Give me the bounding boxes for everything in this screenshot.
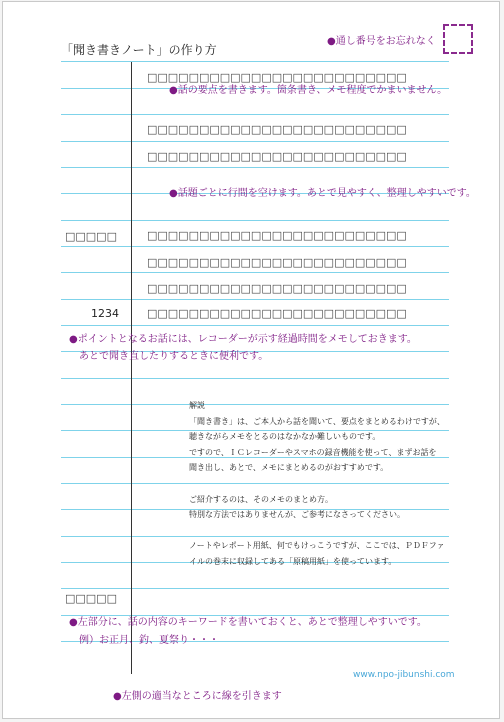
serial-number-note: ●通し番号をお忘れなく bbox=[327, 36, 436, 47]
note-line-spacing: ●話題ごとに行間を空けます。あとで見やすく、整理しやすいです。 bbox=[169, 188, 476, 199]
explanation-line: 「聞き書き」は、ご本人から話を聞いて、要点をまとめるわけですが、 bbox=[189, 416, 445, 426]
note-keyword-2: 例）お正月、釣、夏祭り・・・ bbox=[69, 635, 219, 646]
box-row: □□□□□□□□□□□□□□□□□□□□□□□□□ bbox=[147, 71, 407, 84]
rule-line bbox=[61, 167, 449, 168]
rule-line bbox=[61, 272, 449, 273]
page-title: 「聞き書きノート」の作り方 bbox=[61, 43, 217, 57]
keyword-boxes: □□□□□ bbox=[65, 230, 117, 243]
keyword-boxes: □□□□□ bbox=[65, 592, 117, 605]
explanation-line: ノートやレポート用紙、何でもけっこうですが、ここでは、ＰＤＦファ bbox=[189, 541, 445, 551]
box-row: □□□□□□□□□□□□□□□□□□□□□□□□□ bbox=[147, 282, 407, 295]
box-row: □□□□□□□□□□□□□□□□□□□□□□□□□ bbox=[147, 256, 407, 269]
explanation-line: ご紹介するのは、そのメモのまとめ方。 bbox=[189, 494, 333, 504]
rule-line bbox=[61, 61, 449, 62]
notebook-page bbox=[2, 1, 500, 719]
margin-line bbox=[131, 62, 132, 674]
rule-line bbox=[61, 114, 449, 115]
rule-line bbox=[61, 378, 449, 379]
serial-number-box bbox=[443, 24, 473, 54]
box-row: □□□□□□□□□□□□□□□□□□□□□□□□□ bbox=[147, 123, 407, 136]
explanation-line: イルの巻末に収録してある「原稿用紙」を使っています。 bbox=[189, 556, 397, 566]
explanation-line: 聞き出し、あとで、メモにまとめるのがおすすめです。 bbox=[189, 463, 389, 473]
note-timestamp-2: あとで聞き直したりするときに便利です。 bbox=[69, 351, 269, 362]
box-row: □□□□□□□□□□□□□□□□□□□□□□□□□ bbox=[147, 229, 407, 242]
rule-line bbox=[61, 588, 449, 589]
rule-line bbox=[61, 246, 449, 247]
rule-line bbox=[61, 141, 449, 142]
explanation-line: 解説 bbox=[189, 401, 205, 410]
box-row: □□□□□□□□□□□□□□□□□□□□□□□□□ bbox=[147, 307, 407, 320]
note-timestamp-1: ●ポイントとなるお話には、レコーダーが示す経過時間をメモしておきます。 bbox=[69, 334, 417, 345]
note-margin-line: ●左側の適当なところに線を引きます bbox=[113, 691, 282, 702]
box-row: □□□□□□□□□□□□□□□□□□□□□□□□□ bbox=[147, 150, 407, 163]
explanation-line bbox=[189, 523, 445, 539]
explanation-block bbox=[189, 398, 445, 570]
explanation-line: 聴きながらメモをとるのはなかなか難しいものです。 bbox=[189, 432, 381, 442]
note-keyword-1: ●左部分に、話の内容のキーワードを書いておくと、あとで整理しやすいです。 bbox=[69, 617, 427, 628]
rule-line bbox=[61, 220, 449, 221]
note-point-summary: ●話の要点を書きます。箇条書き、メモ程度でかまいません。 bbox=[169, 85, 448, 96]
website-url: www.npo-jibunshi.com bbox=[353, 670, 455, 680]
rule-line bbox=[61, 299, 449, 300]
explanation-line: ですので、ＩＣレコーダーやスマホの録音機能を使って、まずお話を bbox=[189, 447, 437, 457]
explanation-line: 特別な方法ではありませんが、ご参考になさってください。 bbox=[189, 510, 405, 520]
elapsed-time-number: 1234 bbox=[91, 307, 119, 320]
explanation-line bbox=[189, 476, 445, 492]
rule-line bbox=[61, 325, 449, 326]
